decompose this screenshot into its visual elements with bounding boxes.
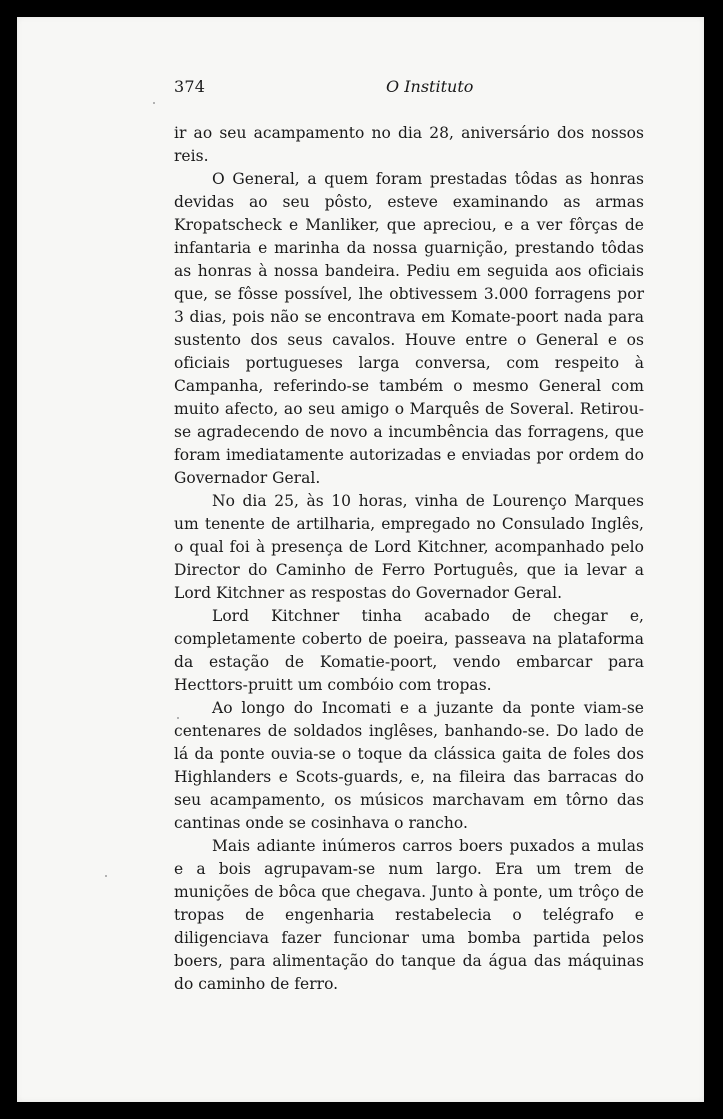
running-title: O Instituto bbox=[386, 77, 474, 96]
paragraph-boer-carts: Mais adiante inúmeros carros boers puxados a mulas e a bois agrupavam-se num largo. Era um trem de munições de bôca que chegava. Junto à ponte, um trôço de tropas de engenharia restabelecia o telégrafo e diligenciava fazer funcionar uma bomba partida pelos boers, para alimentação do tanque da água das máquinas do caminho de ferro. bbox=[174, 837, 644, 993]
scan-speck bbox=[153, 102, 155, 104]
book-page bbox=[17, 17, 704, 1102]
scan-speck bbox=[105, 875, 107, 877]
paragraph-incomati: Ao longo do Incomati e a juzante da ponte viam-se centenares de soldados inglêses, banhando-se. Do lado de lá da ponte ouvia-se o toque da clássica gaita de foles dos Highlanders e Scots-guards, e, na fileira das barracas do seu acampamento, os músicos marchavam em tôrno das cantinas onde se cosinhava o rancho. bbox=[174, 699, 644, 832]
page-header bbox=[174, 77, 644, 99]
paragraph-continuation: ir ao seu acampamento no dia 28, aniversário dos nossos reis. bbox=[174, 124, 644, 165]
paragraph-general-visit: O General, a quem foram prestadas tôdas as honras devidas ao seu pôsto, esteve examinando as armas Kropatscheck e Manliker, que apreciou, e a ver fôrças de infantaria e marinha da nossa guarnição, prestando tôdas as honras à nossa bandeira. Pediu em seguida aos oficiais que, se fôsse possível, lhe obtivessem 3.000 forragens por 3 dias, pois não se encontrava em Komate-poort nada para sustento dos seus cavalos. Houve entre o General e os oficiais portugueses larga conversa, com respeito à Campanha, referindo-se também o mesmo General com muito afecto, ao seu amigo o Marquês de Soveral. Retirou-se agradecendo de novo a incumbência das forragens, que foram imediatamente autorizadas e enviadas por ordem do Governador Geral. bbox=[174, 170, 644, 487]
body-text bbox=[174, 122, 644, 996]
paragraph-lieutenant: No dia 25, às 10 horas, vinha de Lourenço Marques um tenente de artilharia, empregado no Consulado Inglês, o qual foi à presença de Lord Kitchner, acompanhado pelo Director do Caminho de Ferro Português, que ia levar a Lord Kitchner as respostas do Governador Geral. bbox=[174, 492, 644, 602]
page-number: 374 bbox=[174, 77, 206, 96]
paragraph-kitchner-platform: Lord Kitchner tinha acabado de chegar e, completamente coberto de poeira, passeava na plataforma da estação de Komatie-poort, vendo embarcar para Hecttors-pruitt um combóio com tropas. bbox=[174, 607, 644, 694]
scan-speck bbox=[177, 717, 179, 719]
